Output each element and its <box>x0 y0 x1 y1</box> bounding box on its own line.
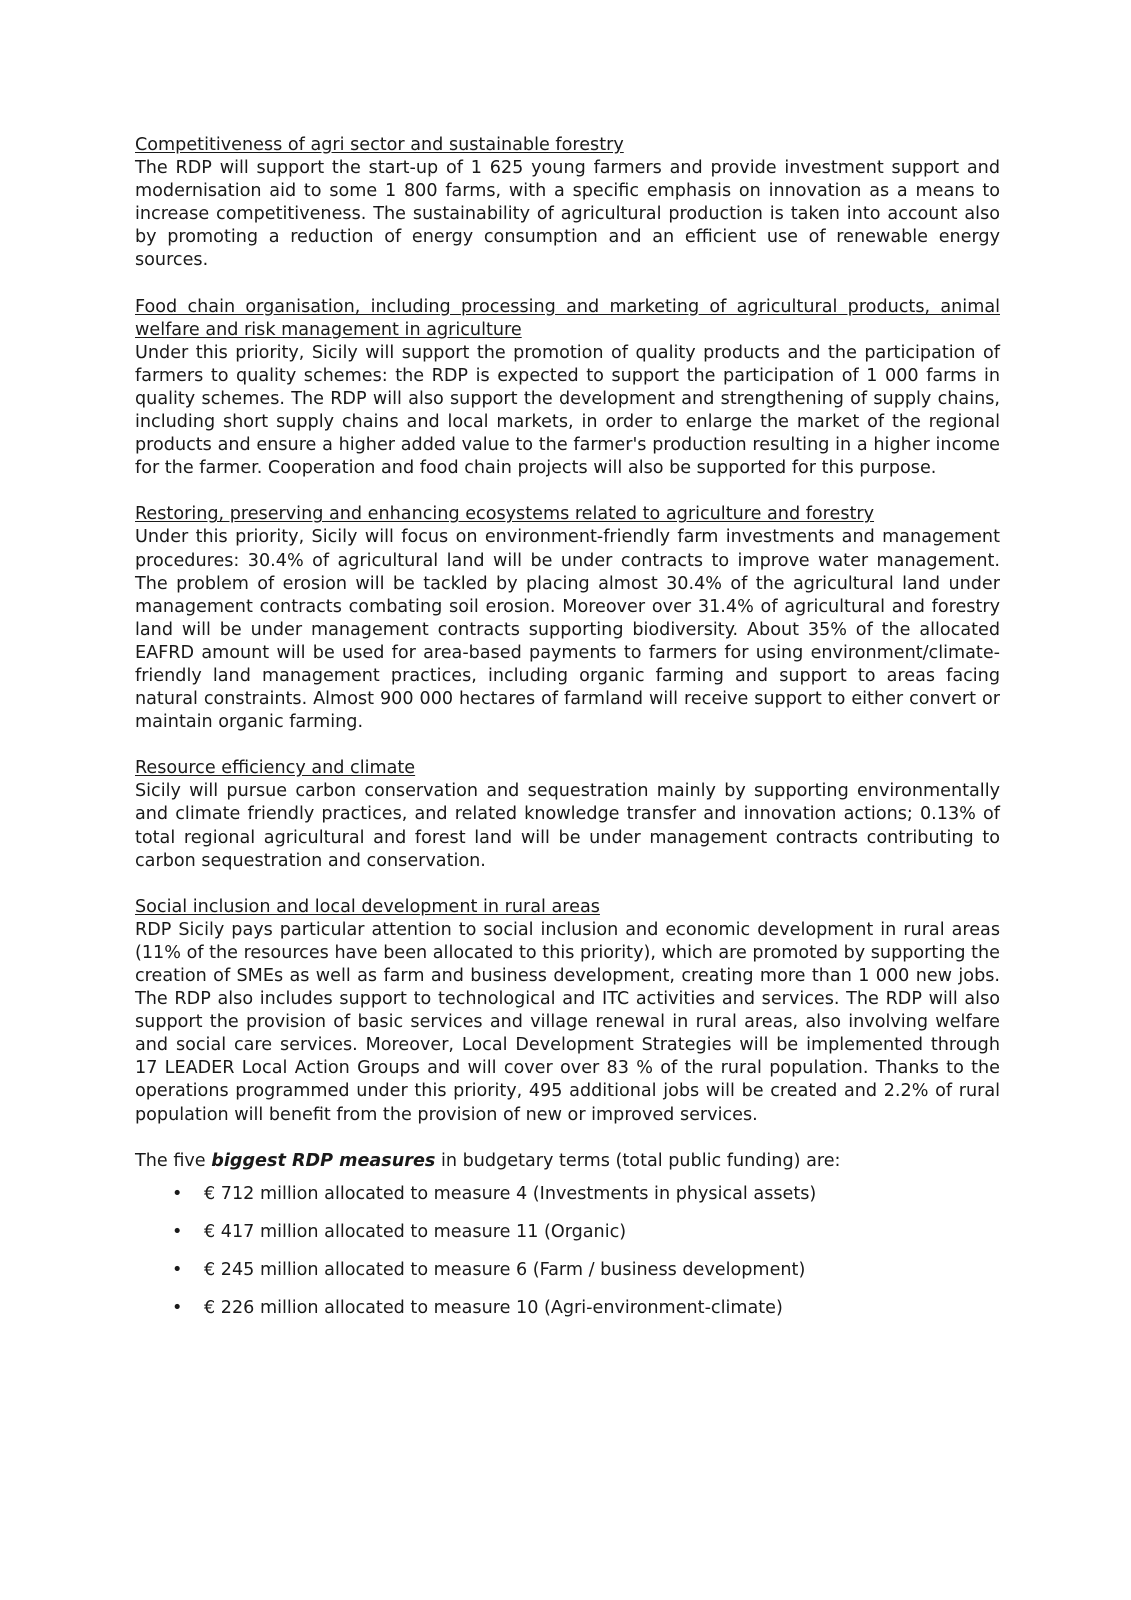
measures-intro-emphasis: biggest RDP measures <box>211 1150 436 1171</box>
list-item <box>135 1259 1000 1282</box>
section-heading: Resource efficiency and climate <box>135 758 416 779</box>
section-social-inclusion <box>135 896 1000 1127</box>
section-body: Under this priority, Sicily will focus on environment-friendly farm investments and management procedures: 30.4% of agricultural land will be under contracts to improve water management. The problem of erosion will be tackled by placing almost 30.4% of the agricultural land under management contracts combating soil erosion. Moreover over 31.4% of agricultural and forestry land will be under management contracts supporting biodiversity. About 35% of the allocated EAFRD amount will be used for area-based payments to farmers for using environment/climate-friendly land management practices, including organic farming and support to areas facing natural constraints. Almost 900 000 hectares of farmland will receive support to either convert or maintain organic farming. <box>135 527 1000 733</box>
section-heading: Social inclusion and local development in rural areas <box>135 896 600 917</box>
measures-intro-before: The five <box>135 1150 212 1171</box>
section-ecosystems <box>135 503 1000 734</box>
measure-text: € 712 million allocated to measure 4 (Investments in physical assets) <box>204 1183 817 1204</box>
document-page <box>135 134 1000 1335</box>
section-heading: Food chain organisation, including processing and marketing of agricultural products, animal welfare and risk management in agriculture <box>135 296 1000 340</box>
measure-text: € 417 million allocated to measure 11 (Organic) <box>204 1221 627 1242</box>
list-item <box>135 1183 1000 1206</box>
section-resource-efficiency <box>135 757 1000 872</box>
bullet-icon: • <box>172 1259 183 1280</box>
section-competitiveness <box>135 134 1000 273</box>
bullet-icon: • <box>172 1221 183 1242</box>
measure-text: € 226 million allocated to measure 10 (Agri-environment-climate) <box>204 1298 783 1319</box>
section-body: Sicily will pursue carbon conservation and sequestration mainly by supporting environmentally and climate friendly practices, and related knowledge transfer and innovation actions; 0.13% of total regional agricultural and forest land will be under management contracts contributing to carbon sequestration and conservation. <box>135 781 1000 871</box>
bullet-icon: • <box>172 1183 183 1204</box>
measure-text: € 245 million allocated to measure 6 (Farm / business development) <box>204 1259 806 1280</box>
list-item <box>135 1297 1000 1320</box>
measures-intro <box>135 1150 1000 1173</box>
section-body: The RDP will support the start-up of 1 625 young farmers and provide investment support and modernisation aid to some 1 800 farms, with a specific emphasis on innovation as a means to increase competitiveness. The sustainability of agricultural production is taken into account also by promoting a reduction of energy consumption and an efficient use of renewable energy sources. <box>135 158 1000 271</box>
measures-list <box>135 1183 1000 1320</box>
section-heading: Competitiveness of agri sector and sustainable forestry <box>135 135 624 155</box>
bullet-icon: • <box>172 1298 183 1319</box>
section-body: RDP Sicily pays particular attention to social inclusion and economic development in rural areas (11% of the resources have been allocated to this priority), which are promoted by supporting the creation of SMEs as well as farm and business development, creating more than 1 000 new jobs. The RDP also includes support to technological and ITC activities and services. The RDP will also support the provision of basic services and village renewal in rural areas, also involving welfare and social care services. Moreover, Local Development Strategies will be implemented through 17 LEADER Local Action Groups and will cover over 83 % of the rural population. Thanks to the operations programmed under this priority, 495 additional jobs will be created and 2.2% of rural population will benefit from the provision of new or improved services. <box>135 919 1000 1125</box>
section-body: Under this priority, Sicily will support the promotion of quality products and the participation of farmers to quality schemes: the RDP is expected to support the participation of 1 000 farms in quality schemes. The RDP will also support the development and strengthening of supply chains, including short supply chains and local markets, in order to enlarge the market of the regional products and ensure a higher added value to the farmer's production resulting in a higher income for the farmer. Cooperation and food chain projects will also be supported for this purpose. <box>135 342 1000 479</box>
section-food-chain <box>135 296 1000 481</box>
list-item <box>135 1221 1000 1244</box>
section-heading: Restoring, preserving and enhancing ecosystems related to agriculture and forestry <box>135 504 875 525</box>
measures-intro-after: in budgetary terms (total public funding) are: <box>435 1150 841 1171</box>
